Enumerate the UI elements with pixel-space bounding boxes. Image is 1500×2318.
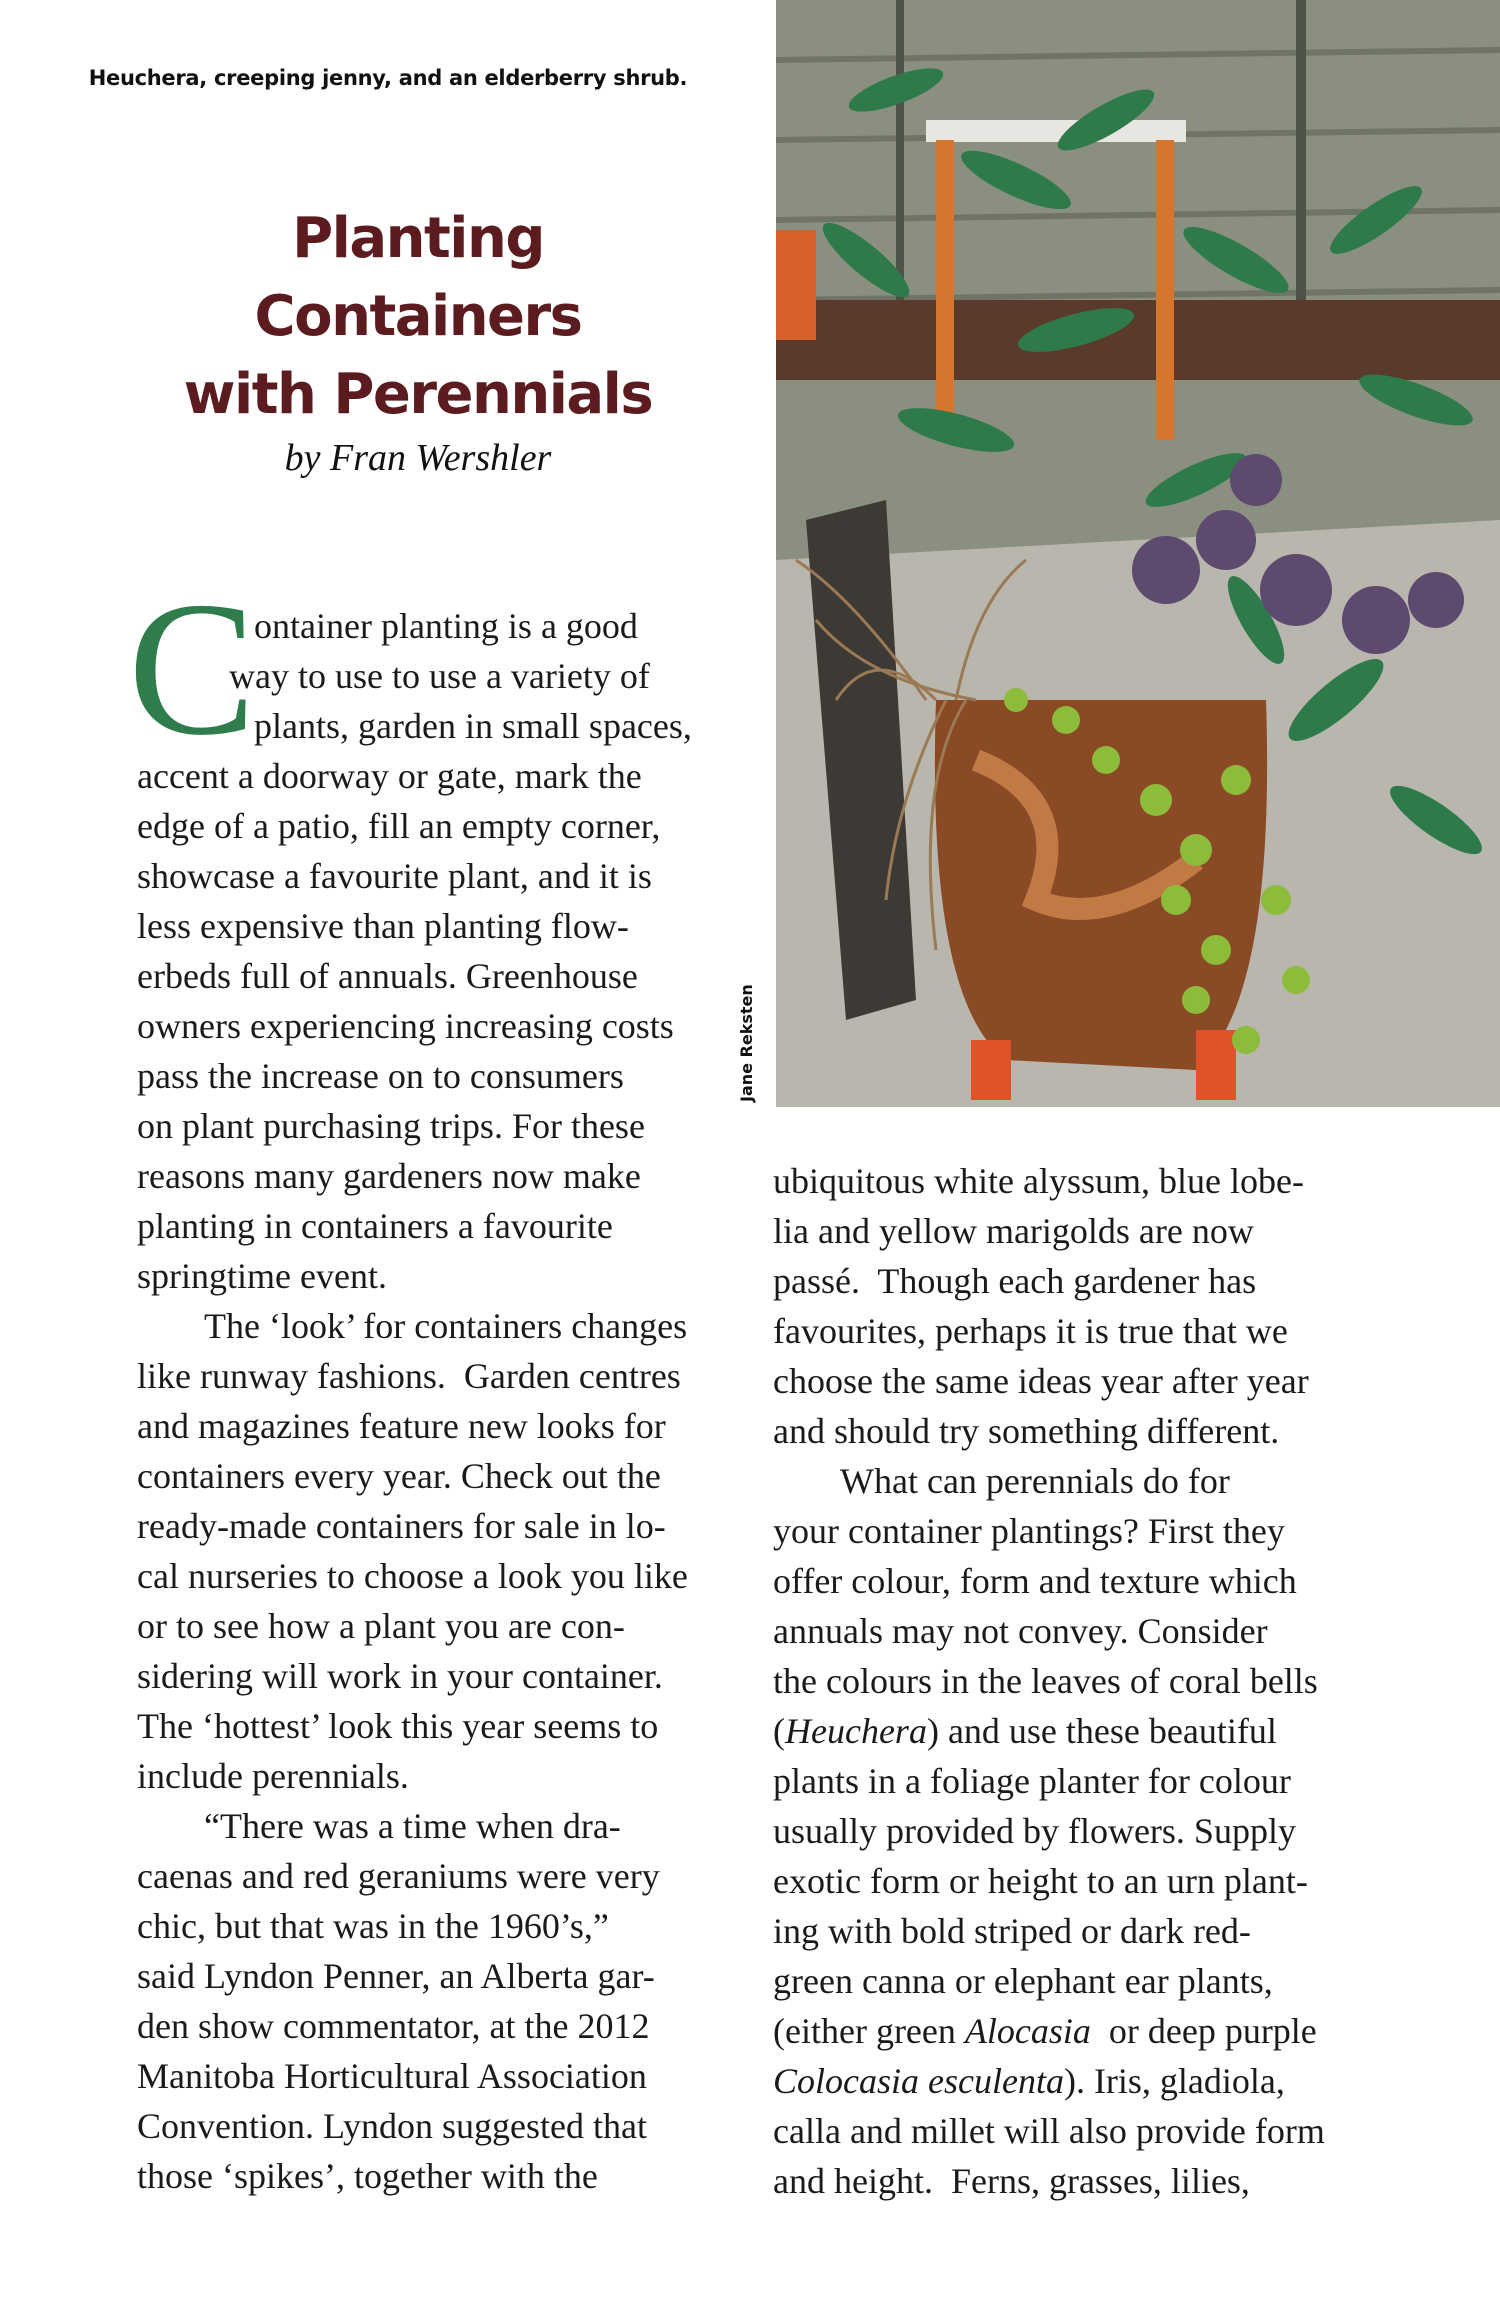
text-segment: include perennials. bbox=[137, 1756, 409, 1796]
text-segment: planting in containers a favourite bbox=[137, 1206, 613, 1246]
text-segment: ). Iris, gladiola, bbox=[1063, 2061, 1285, 2101]
text-segment: or to see how a plant you are con- bbox=[137, 1606, 625, 1646]
text-line bbox=[137, 1101, 737, 1151]
text-segment: on plant purchasing trips. For these bbox=[137, 1106, 645, 1146]
text-line bbox=[137, 1751, 737, 1801]
title-line: Planting bbox=[292, 206, 544, 271]
text-segment: exotic form or height to an urn plant- bbox=[773, 1861, 1308, 1901]
text-line bbox=[137, 1551, 737, 1601]
text-line bbox=[137, 1851, 737, 1901]
text-line bbox=[137, 701, 737, 751]
text-line bbox=[137, 901, 737, 951]
text-line bbox=[137, 1251, 737, 1301]
text-line bbox=[773, 1206, 1373, 1256]
text-line bbox=[137, 1951, 737, 2001]
text-line bbox=[773, 1856, 1373, 1906]
text-segment: reasons many gardeners now make bbox=[137, 1156, 641, 1196]
text-line bbox=[773, 2006, 1373, 2056]
text-line bbox=[137, 1151, 737, 1201]
text-line bbox=[137, 1001, 737, 1051]
text-segment: and should try something different. bbox=[773, 1411, 1280, 1451]
photo-credit: Jane Reksten bbox=[737, 984, 756, 1102]
text-segment: “There was a time when dra- bbox=[204, 1806, 621, 1846]
text-segment: ready-made containers for sale in lo- bbox=[137, 1506, 666, 1546]
text-line bbox=[137, 751, 737, 801]
text-segment: those ‘spikes’, together with the bbox=[137, 2156, 598, 2196]
text-line bbox=[773, 2056, 1373, 2106]
text-line bbox=[137, 1901, 737, 1951]
text-segment: or deep purple bbox=[1090, 2011, 1317, 2051]
text-line bbox=[137, 1301, 737, 1351]
text-segment: less expensive than planting flow- bbox=[137, 906, 629, 946]
text-segment: choose the same ideas year after year bbox=[773, 1361, 1309, 1401]
text-line bbox=[773, 1556, 1373, 1606]
text-segment: like runway fashions. Garden centres bbox=[137, 1356, 681, 1396]
text-segment: erbeds full of annuals. Greenhouse bbox=[137, 956, 638, 996]
text-segment: the colours in the leaves of coral bells bbox=[773, 1661, 1318, 1701]
text-segment: plants, garden in small spaces, bbox=[254, 706, 692, 746]
text-line bbox=[137, 2101, 737, 2151]
byline: by Fran Wershler bbox=[284, 437, 552, 479]
text-line bbox=[773, 1656, 1373, 1706]
text-segment: said Lyndon Penner, an Alberta gar- bbox=[137, 1956, 655, 1996]
text-line bbox=[773, 2106, 1373, 2156]
text-segment: plants in a foliage planter for colour bbox=[773, 1761, 1291, 1801]
text-segment: The ‘hottest’ look this year seems to bbox=[137, 1706, 659, 1746]
text-segment: containers every year. Check out the bbox=[137, 1456, 661, 1496]
text-line bbox=[137, 601, 737, 651]
text-line bbox=[773, 1806, 1373, 1856]
text-line bbox=[773, 1256, 1373, 1306]
title-line: Containers bbox=[254, 284, 582, 349]
text-line bbox=[137, 1801, 737, 1851]
text-segment: Convention. Lyndon suggested that bbox=[137, 2106, 647, 2146]
text-segment: offer colour, form and texture which bbox=[773, 1561, 1297, 1601]
text-line bbox=[773, 1606, 1373, 1656]
text-segment: Manitoba Horticultural Association bbox=[137, 2056, 647, 2096]
text-segment: cal nurseries to choose a look you like bbox=[137, 1556, 688, 1596]
text-segment: caenas and red geraniums were very bbox=[137, 1856, 660, 1896]
text-segment: annuals may not convey. Consider bbox=[773, 1611, 1268, 1651]
drop-cap: C bbox=[128, 562, 257, 775]
text-line bbox=[137, 1201, 737, 1251]
italic-term: Heuchera bbox=[785, 1711, 927, 1751]
text-segment: showcase a favourite plant, and it is bbox=[137, 856, 652, 896]
text-line bbox=[137, 1401, 737, 1451]
text-segment: way to use to use a variety of bbox=[229, 656, 650, 696]
text-line bbox=[773, 2156, 1373, 2206]
text-line bbox=[137, 1701, 737, 1751]
photo-caption: Heuchera, creeping jenny, and an elderberry shrub. bbox=[88, 66, 688, 90]
text-line bbox=[137, 2051, 737, 2101]
text-segment: favourites, perhaps it is true that we bbox=[773, 1311, 1288, 1351]
text-segment: ontainer planting is a good bbox=[254, 606, 638, 646]
italic-term: Colocasia esculenta bbox=[773, 2061, 1064, 2101]
text-line bbox=[137, 1451, 737, 1501]
text-segment: and magazines feature new looks for bbox=[137, 1406, 666, 1446]
text-line bbox=[773, 1506, 1373, 1556]
text-line bbox=[137, 851, 737, 901]
text-segment: your container plantings? First they bbox=[773, 1511, 1285, 1551]
text-segment: edge of a patio, fill an empty corner, bbox=[137, 806, 661, 846]
article-title bbox=[118, 200, 718, 434]
text-line bbox=[773, 1456, 1373, 1506]
italic-term: Alocasia bbox=[964, 2011, 1091, 2051]
text-line bbox=[137, 2001, 737, 2051]
text-segment: owners experiencing increasing costs bbox=[137, 1006, 674, 1046]
text-segment: pass the increase on to consumers bbox=[137, 1056, 624, 1096]
right-column bbox=[773, 1156, 1373, 2206]
text-line bbox=[773, 1906, 1373, 1956]
text-line bbox=[773, 1706, 1373, 1756]
text-segment: The ‘look’ for containers changes bbox=[204, 1306, 688, 1346]
text-line bbox=[137, 1051, 737, 1101]
text-line bbox=[773, 1956, 1373, 2006]
text-line bbox=[773, 1406, 1373, 1456]
text-segment: calla and millet will also provide form bbox=[773, 2111, 1325, 2151]
text-segment: accent a doorway or gate, mark the bbox=[137, 756, 642, 796]
text-line bbox=[137, 801, 737, 851]
text-line bbox=[137, 1351, 737, 1401]
plant-container-photo bbox=[776, 0, 1500, 1107]
text-segment: sidering will work in your container. bbox=[137, 1656, 663, 1696]
text-line bbox=[773, 1306, 1373, 1356]
text-segment: lia and yellow marigolds are now bbox=[773, 1211, 1254, 1251]
text-segment: What can perennials do for bbox=[840, 1461, 1230, 1501]
text-line bbox=[773, 1756, 1373, 1806]
text-segment: (either green bbox=[773, 2011, 965, 2051]
text-segment: green canna or elephant ear plants, bbox=[773, 1961, 1273, 2001]
text-segment: ing with bold striped or dark red- bbox=[773, 1911, 1251, 1951]
text-line bbox=[137, 1651, 737, 1701]
text-line bbox=[137, 2151, 737, 2201]
text-segment: springtime event. bbox=[137, 1256, 387, 1296]
text-segment: ( bbox=[773, 1711, 785, 1751]
text-line bbox=[137, 1601, 737, 1651]
text-line bbox=[773, 1156, 1373, 1206]
text-line bbox=[137, 651, 737, 701]
title-line: with Perennials bbox=[183, 362, 653, 427]
text-segment: passé. Though each gardener has bbox=[773, 1261, 1257, 1301]
text-line bbox=[137, 1501, 737, 1551]
left-column bbox=[137, 601, 737, 2201]
text-segment: and height. Ferns, grasses, lilies, bbox=[773, 2161, 1250, 2201]
text-line bbox=[773, 1356, 1373, 1406]
text-segment: usually provided by flowers. Supply bbox=[773, 1811, 1296, 1851]
text-line bbox=[137, 951, 737, 1001]
text-segment: den show commentator, at the 2012 bbox=[137, 2006, 650, 2046]
text-segment: ) and use these beautiful bbox=[926, 1711, 1277, 1751]
text-segment: chic, but that was in the 1960’s,” bbox=[137, 1906, 609, 1946]
text-segment: ubiquitous white alyssum, blue lobe- bbox=[773, 1161, 1304, 1201]
